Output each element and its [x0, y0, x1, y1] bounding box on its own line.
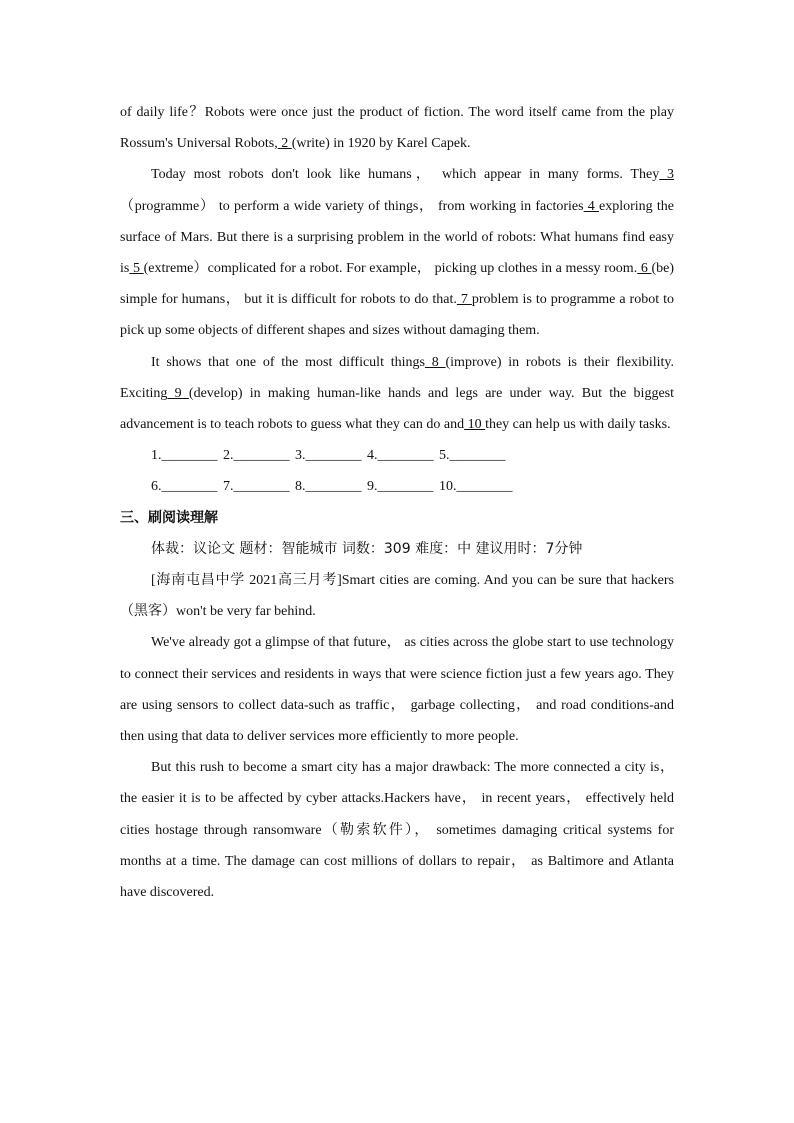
text-run: problem is to programme a robot to pick up some objects of different shapes and sizes without damaging them.	[120, 292, 675, 339]
blank-9: 9	[167, 385, 189, 401]
blank-4: 4	[583, 198, 600, 214]
text-run: exploring the surface of Mars. But there is a surprising problem in the world of robots: What humans find easy is	[120, 198, 675, 277]
page-content	[120, 97, 674, 908]
passage2-paragraph-1: [海南屯昌中学 2021高三月考]Smart cities are coming. And you can be sure that hackers（黑客）won't be very far behind.	[120, 573, 674, 620]
answer-blank: 7.________	[223, 479, 290, 495]
passage-meta-info: 体裁：议论文 题材：智能城市 词数：309 难度：中 建议用时：7分钟	[151, 540, 583, 557]
text-run: (develop) in making human-like hands and legs are under way. But the biggest advancement is to teach robots to guess what they can do and	[120, 385, 675, 433]
blank-7: 7	[456, 292, 472, 308]
text-run: of daily life？Robots were once just the product of fiction. The word itself came from the play Rossum's Universal Robots,	[120, 105, 674, 152]
text-run: Today most robots don't look like humans， which appear in many forms. They	[151, 167, 660, 183]
blank-2: 2	[277, 136, 292, 152]
text-run: they can help us with daily tasks.	[485, 417, 671, 433]
answer-blank: 1.________	[151, 448, 218, 464]
text-run: （programme） to perform a wide variety of things， from working in factories	[120, 198, 584, 214]
blank-6: 6	[637, 261, 652, 277]
answer-blank: 8.________	[295, 479, 362, 495]
passage1-paragraph-2	[120, 347, 674, 441]
answer-blank: 10.________	[439, 479, 513, 495]
passage1-paragraph-1	[120, 159, 674, 346]
answer-blank: 4.________	[367, 448, 434, 464]
text-run: (write) in 1920 by Karel Capek.	[291, 136, 471, 152]
text-run: (improve) in robots is their flexibility. Exciting	[120, 354, 674, 401]
passage2-paragraph-2: We've already got a glimpse of that future， as cities across the globe start to use technology to connect their services and residents in ways that were science fiction just a few years ago. They are using sensors to collect data-such as traffic， garbage collecting， and road conditions-and then using that data to deliver services more efficiently to more people.	[120, 635, 674, 745]
passage2-paragraph-3: But this rush to become a smart city has a major drawback: The more connected a city is， the easier it is to be affected by cyber attacks.Hackers have， in recent years， effectively held cities hostage through ransomware（勒索软件）， sometimes damaging critical systems for months at a time. The damage can cost millions of dollars to repair， as Baltimore and Atlanta have discovered.	[120, 760, 674, 901]
answer-blanks-row-2	[120, 471, 674, 502]
answer-blanks-row-1	[120, 440, 674, 471]
answer-blank: 2.________	[223, 448, 290, 464]
answer-blank: 5.________	[439, 448, 506, 464]
answer-blank: 9.________	[367, 479, 434, 495]
answer-blank: 6.________	[151, 479, 218, 495]
text-run: (be) simple for humans， but it is difficult for robots to do that.	[120, 261, 675, 308]
blank-10: 10	[464, 417, 486, 433]
blank-3: 3	[659, 167, 674, 183]
section-heading: 三、刷阅读理解	[120, 509, 218, 526]
passage1-paragraph-0	[120, 97, 674, 159]
blank-8: 8	[424, 354, 446, 370]
text-run: It shows that one of the most difficult things	[151, 354, 425, 370]
answer-blank: 3.________	[295, 448, 362, 464]
text-run: (extreme）complicated for a robot. For example， picking up clothes in a messy room.	[143, 261, 638, 277]
blank-5: 5	[129, 261, 144, 277]
